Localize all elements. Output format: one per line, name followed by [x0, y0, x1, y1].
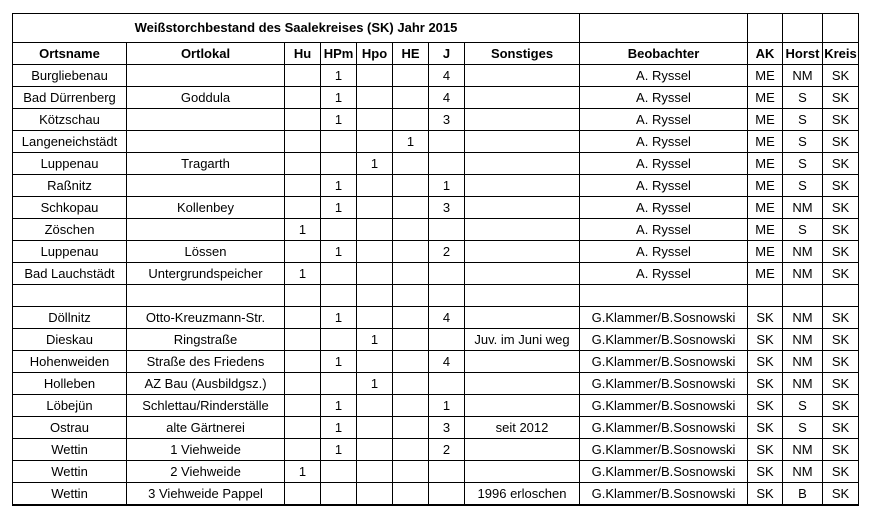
column-header-j: J: [429, 43, 465, 65]
column-header-hpo: Hpo: [357, 43, 393, 65]
cell-hu: [285, 65, 321, 87]
cell-he: [393, 329, 429, 351]
cell-ak: ME: [748, 241, 783, 263]
cell-ak: ME: [748, 131, 783, 153]
cell-ortsname: Bad Lauchstädt: [13, 263, 127, 285]
cell-j: [429, 329, 465, 351]
cell-he: [393, 197, 429, 219]
cell-he: [393, 483, 429, 506]
cell-hpo: [357, 175, 393, 197]
cell-sonstiges: [465, 87, 580, 109]
cell-kreis: SK: [823, 417, 859, 439]
cell-sonstiges: [465, 373, 580, 395]
cell-j: 2: [429, 439, 465, 461]
cell-hpo: [357, 219, 393, 241]
cell-he: [393, 153, 429, 175]
table-row: [13, 65, 859, 87]
cell-horst: NM: [783, 439, 823, 461]
cell-beobachter: G.Klammer/B.Sosnowski: [580, 329, 748, 351]
cell-hu: [285, 131, 321, 153]
cell-hu: [285, 153, 321, 175]
cell-hu: [285, 395, 321, 417]
cell-ak: SK: [748, 461, 783, 483]
cell-hpo: 1: [357, 329, 393, 351]
cell-beobachter: G.Klammer/B.Sosnowski: [580, 307, 748, 329]
cell-horst: S: [783, 153, 823, 175]
cell-he: [393, 461, 429, 483]
cell-beobachter: A. Ryssel: [580, 65, 748, 87]
cell-j: [429, 483, 465, 506]
cell-beobachter: G.Klammer/B.Sosnowski: [580, 461, 748, 483]
cell-ak: ME: [748, 87, 783, 109]
table-row: [13, 417, 859, 439]
cell-he: [393, 285, 429, 307]
cell-hpm: 1: [321, 439, 357, 461]
cell-hpo: [357, 285, 393, 307]
cell-ortsname: Schkopau: [13, 197, 127, 219]
cell-beobachter: A. Ryssel: [580, 131, 748, 153]
cell-sonstiges: [465, 285, 580, 307]
cell-hpo: [357, 461, 393, 483]
cell-ortsname: Holleben: [13, 373, 127, 395]
cell-hpm: [321, 263, 357, 285]
cell-j: 4: [429, 65, 465, 87]
cell-sonstiges: 1996 erloschen: [465, 483, 580, 506]
cell-ortsname: Kötzschau: [13, 109, 127, 131]
cell-j: [429, 373, 465, 395]
cell-ortlokal: [127, 219, 285, 241]
cell-hpm: [321, 219, 357, 241]
cell-beobachter: G.Klammer/B.Sosnowski: [580, 417, 748, 439]
cell-kreis: SK: [823, 439, 859, 461]
cell-ortlokal: Untergrundspeicher: [127, 263, 285, 285]
cell-he: 1: [393, 131, 429, 153]
cell-hpm: 1: [321, 65, 357, 87]
cell-ortsname: Bad Dürrenberg: [13, 87, 127, 109]
cell-horst: S: [783, 417, 823, 439]
cell-ortsname: Dieskau: [13, 329, 127, 351]
cell-hpo: [357, 241, 393, 263]
cell-hu: [285, 87, 321, 109]
cell-beobachter: G.Klammer/B.Sosnowski: [580, 439, 748, 461]
cell-hu: [285, 351, 321, 373]
cell-ortsname: Wettin: [13, 483, 127, 506]
cell-hpm: 1: [321, 109, 357, 131]
cell-ak: ME: [748, 65, 783, 87]
table-row: [13, 439, 859, 461]
cell-kreis: SK: [823, 65, 859, 87]
cell-hpm: 1: [321, 417, 357, 439]
cell-ortlokal: [127, 131, 285, 153]
cell-horst: NM: [783, 307, 823, 329]
cell-he: [393, 65, 429, 87]
cell-ortlokal: [127, 65, 285, 87]
cell-ortlokal: AZ Bau (Ausbildgsz.): [127, 373, 285, 395]
cell-he: [393, 219, 429, 241]
cell-beobachter: A. Ryssel: [580, 153, 748, 175]
cell-hpm: 1: [321, 197, 357, 219]
column-header-ak: AK: [748, 43, 783, 65]
cell-ortlokal: Kollenbey: [127, 197, 285, 219]
cell-hpo: [357, 351, 393, 373]
table-row: [13, 395, 859, 417]
cell-ortlokal: Tragarth: [127, 153, 285, 175]
cell-kreis: SK: [823, 131, 859, 153]
header-row: [13, 43, 859, 65]
cell-hu: [285, 241, 321, 263]
cell-ortsname: Burgliebenau: [13, 65, 127, 87]
cell-sonstiges: [465, 461, 580, 483]
cell-j: [429, 285, 465, 307]
column-header-horst: Horst: [783, 43, 823, 65]
cell-he: [393, 439, 429, 461]
cell-ortlokal: [127, 175, 285, 197]
cell-kreis: SK: [823, 483, 859, 506]
cell-hu: [285, 439, 321, 461]
cell-kreis: SK: [823, 241, 859, 263]
cell-ortsname: Hohenweiden: [13, 351, 127, 373]
cell-kreis: [823, 285, 859, 307]
cell-sonstiges: [465, 153, 580, 175]
cell-sonstiges: [465, 197, 580, 219]
cell-hpm: 1: [321, 175, 357, 197]
cell-ak: SK: [748, 307, 783, 329]
cell-ortsname: Ostrau: [13, 417, 127, 439]
table-row: [13, 109, 859, 131]
cell-ak: ME: [748, 175, 783, 197]
cell-hpo: [357, 65, 393, 87]
cell-j: [429, 263, 465, 285]
cell-beobachter: A. Ryssel: [580, 87, 748, 109]
cell-sonstiges: [465, 219, 580, 241]
cell-beobachter: A. Ryssel: [580, 219, 748, 241]
cell-he: [393, 373, 429, 395]
cell-hpm: [321, 483, 357, 506]
cell-kreis: SK: [823, 395, 859, 417]
cell-hpm: [321, 329, 357, 351]
cell-he: [393, 87, 429, 109]
cell-sonstiges: [465, 263, 580, 285]
table-row: [13, 373, 859, 395]
cell-sonstiges: [465, 351, 580, 373]
cell-horst: NM: [783, 351, 823, 373]
cell-horst: S: [783, 87, 823, 109]
cell-hpo: [357, 131, 393, 153]
cell-j: 4: [429, 351, 465, 373]
cell-kreis: SK: [823, 219, 859, 241]
cell-hu: [285, 197, 321, 219]
column-header-he: HE: [393, 43, 429, 65]
cell-sonstiges: [465, 395, 580, 417]
cell-he: [393, 395, 429, 417]
cell-beobachter: A. Ryssel: [580, 197, 748, 219]
table-row: [13, 307, 859, 329]
cell-j: 4: [429, 307, 465, 329]
cell-sonstiges: [465, 109, 580, 131]
title-spacer-cell: [748, 14, 783, 43]
table-row: [13, 131, 859, 153]
column-header-ortlokal: Ortlokal: [127, 43, 285, 65]
cell-hpm: 1: [321, 351, 357, 373]
cell-sonstiges: [465, 241, 580, 263]
cell-beobachter: A. Ryssel: [580, 263, 748, 285]
cell-sonstiges: seit 2012: [465, 417, 580, 439]
cell-ortlokal: [127, 109, 285, 131]
cell-he: [393, 175, 429, 197]
cell-horst: [783, 285, 823, 307]
cell-ak: SK: [748, 373, 783, 395]
cell-kreis: SK: [823, 153, 859, 175]
table-row: [13, 329, 859, 351]
cell-hu: [285, 417, 321, 439]
column-header-sonstiges: Sonstiges: [465, 43, 580, 65]
cell-horst: S: [783, 175, 823, 197]
cell-horst: NM: [783, 373, 823, 395]
cell-horst: S: [783, 131, 823, 153]
cell-j: 1: [429, 395, 465, 417]
cell-ak: SK: [748, 439, 783, 461]
cell-hpo: [357, 307, 393, 329]
cell-ak: ME: [748, 263, 783, 285]
cell-horst: NM: [783, 329, 823, 351]
cell-hpm: [321, 153, 357, 175]
cell-sonstiges: [465, 175, 580, 197]
table-row: [13, 87, 859, 109]
cell-kreis: SK: [823, 351, 859, 373]
column-header-ortsname: Ortsname: [13, 43, 127, 65]
cell-ortlokal: Lössen: [127, 241, 285, 263]
cell-ortsname: Döllnitz: [13, 307, 127, 329]
cell-j: 3: [429, 417, 465, 439]
cell-beobachter: A. Ryssel: [580, 241, 748, 263]
cell-horst: NM: [783, 241, 823, 263]
cell-hpo: [357, 109, 393, 131]
cell-hu: 1: [285, 219, 321, 241]
cell-beobachter: G.Klammer/B.Sosnowski: [580, 373, 748, 395]
cell-hu: [285, 373, 321, 395]
cell-j: 1: [429, 175, 465, 197]
cell-hpo: 1: [357, 373, 393, 395]
cell-sonstiges: [465, 439, 580, 461]
cell-hpo: [357, 197, 393, 219]
cell-ak: ME: [748, 197, 783, 219]
column-header-kreis: Kreis: [823, 43, 859, 65]
cell-j: 3: [429, 109, 465, 131]
cell-kreis: SK: [823, 175, 859, 197]
cell-hu: 1: [285, 263, 321, 285]
storch-table: [12, 13, 859, 506]
cell-ortsname: Langeneichstädt: [13, 131, 127, 153]
table-row: [13, 263, 859, 285]
cell-beobachter: A. Ryssel: [580, 109, 748, 131]
cell-hpm: 1: [321, 241, 357, 263]
cell-sonstiges: Juv. im Juni weg: [465, 329, 580, 351]
cell-hu: [285, 109, 321, 131]
cell-j: 2: [429, 241, 465, 263]
cell-j: 3: [429, 197, 465, 219]
cell-hu: [285, 329, 321, 351]
cell-horst: NM: [783, 461, 823, 483]
cell-kreis: SK: [823, 461, 859, 483]
cell-sonstiges: [465, 307, 580, 329]
cell-beobachter: G.Klammer/B.Sosnowski: [580, 395, 748, 417]
cell-ortlokal: Schlettau/Rinderställe: [127, 395, 285, 417]
cell-hpo: [357, 395, 393, 417]
cell-ak: SK: [748, 417, 783, 439]
cell-he: [393, 109, 429, 131]
cell-ak: SK: [748, 329, 783, 351]
table-title: Weißstorchbestand des Saalekreises (SK) Jahr 2015: [13, 14, 580, 43]
table-row: [13, 483, 859, 506]
cell-kreis: SK: [823, 87, 859, 109]
table-row: [13, 197, 859, 219]
cell-hpm: 1: [321, 307, 357, 329]
cell-he: [393, 241, 429, 263]
cell-hpm: [321, 285, 357, 307]
cell-sonstiges: [465, 65, 580, 87]
cell-ortsname: Löbejün: [13, 395, 127, 417]
cell-ak: ME: [748, 153, 783, 175]
cell-hu: [285, 175, 321, 197]
cell-horst: S: [783, 219, 823, 241]
title-row: [13, 14, 859, 43]
cell-hpo: [357, 483, 393, 506]
cell-ortsname: Luppenau: [13, 153, 127, 175]
cell-ortlokal: Otto-Kreuzmann-Str.: [127, 307, 285, 329]
cell-hpo: [357, 87, 393, 109]
blank-row: [13, 285, 859, 307]
cell-ortsname: Wettin: [13, 439, 127, 461]
table-row: [13, 241, 859, 263]
cell-ortlokal: [127, 285, 285, 307]
cell-ortsname: Luppenau: [13, 241, 127, 263]
cell-beobachter: A. Ryssel: [580, 175, 748, 197]
cell-j: [429, 131, 465, 153]
table-row: [13, 351, 859, 373]
cell-hu: [285, 483, 321, 506]
column-header-hu: Hu: [285, 43, 321, 65]
cell-ortsname: Wettin: [13, 461, 127, 483]
cell-horst: NM: [783, 197, 823, 219]
cell-ortlokal: Straße des Friedens: [127, 351, 285, 373]
table-row: [13, 175, 859, 197]
table-row: [13, 219, 859, 241]
cell-j: [429, 219, 465, 241]
cell-hu: 1: [285, 461, 321, 483]
cell-kreis: SK: [823, 263, 859, 285]
title-spacer-cell: [823, 14, 859, 43]
cell-hpo: [357, 417, 393, 439]
cell-ak: SK: [748, 395, 783, 417]
cell-j: [429, 461, 465, 483]
cell-he: [393, 351, 429, 373]
cell-beobachter: [580, 285, 748, 307]
cell-hpo: 1: [357, 153, 393, 175]
cell-ak: ME: [748, 109, 783, 131]
cell-hpo: [357, 263, 393, 285]
cell-kreis: SK: [823, 109, 859, 131]
column-header-beobachter: Beobachter: [580, 43, 748, 65]
cell-ortsname: Zöschen: [13, 219, 127, 241]
cell-beobachter: G.Klammer/B.Sosnowski: [580, 483, 748, 506]
table-row: [13, 461, 859, 483]
cell-hu: [285, 307, 321, 329]
cell-he: [393, 307, 429, 329]
cell-kreis: SK: [823, 307, 859, 329]
cell-kreis: SK: [823, 373, 859, 395]
cell-hpm: 1: [321, 395, 357, 417]
cell-kreis: SK: [823, 329, 859, 351]
cell-ortlokal: 3 Viehweide Pappel: [127, 483, 285, 506]
cell-ortlokal: alte Gärtnerei: [127, 417, 285, 439]
cell-ak: ME: [748, 219, 783, 241]
cell-horst: S: [783, 109, 823, 131]
cell-ak: SK: [748, 483, 783, 506]
cell-horst: S: [783, 395, 823, 417]
cell-ortlokal: 2 Viehweide: [127, 461, 285, 483]
cell-j: [429, 153, 465, 175]
cell-ortsname: Raßnitz: [13, 175, 127, 197]
cell-he: [393, 417, 429, 439]
cell-ak: [748, 285, 783, 307]
cell-ak: SK: [748, 351, 783, 373]
cell-hpm: [321, 131, 357, 153]
cell-hpm: 1: [321, 87, 357, 109]
cell-ortlokal: 1 Viehweide: [127, 439, 285, 461]
table-row: [13, 153, 859, 175]
cell-he: [393, 263, 429, 285]
column-header-hpm: HPm: [321, 43, 357, 65]
title-spacer-cell: [580, 14, 748, 43]
cell-ortlokal: Ringstraße: [127, 329, 285, 351]
cell-hpo: [357, 439, 393, 461]
title-spacer-cell: [783, 14, 823, 43]
table-body: [13, 14, 859, 506]
cell-sonstiges: [465, 131, 580, 153]
cell-horst: NM: [783, 263, 823, 285]
cell-beobachter: G.Klammer/B.Sosnowski: [580, 351, 748, 373]
cell-horst: B: [783, 483, 823, 506]
cell-ortsname: [13, 285, 127, 307]
cell-hpm: [321, 461, 357, 483]
cell-horst: NM: [783, 65, 823, 87]
cell-j: 4: [429, 87, 465, 109]
cell-hpm: [321, 373, 357, 395]
cell-ortlokal: Goddula: [127, 87, 285, 109]
cell-hu: [285, 285, 321, 307]
cell-kreis: SK: [823, 197, 859, 219]
